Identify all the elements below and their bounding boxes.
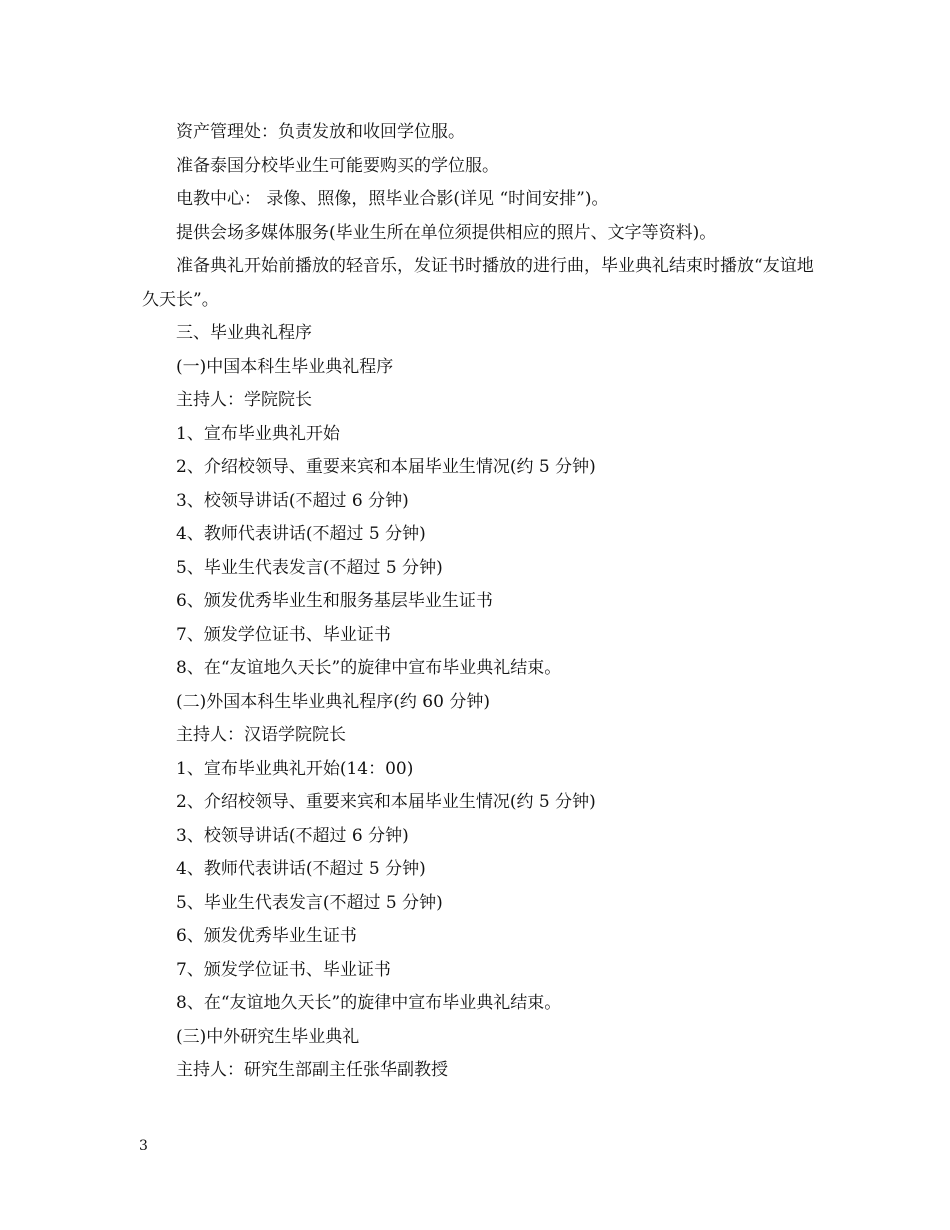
subsection-heading-graduate: (三)中外研究生毕业典礼 [176, 1026, 360, 1047]
list-item: 3、校领导讲话(不超过 6 分钟) [176, 490, 409, 511]
host-line: 主持人：学院院长 [176, 390, 312, 410]
list-item: 3、校领导讲话(不超过 6 分钟) [176, 825, 409, 846]
paragraph-thailand-gowns: 准备泰国分校毕业生可能要购买的学位服。 [176, 155, 499, 176]
paragraph-av-center: 电教中心： 录像、照像，照毕业合影(详见 “时间安排”)。 [176, 189, 609, 209]
list-item: 6、颁发优秀毕业生证书 [176, 926, 357, 946]
list-item: 5、毕业生代表发言(不超过 5 分钟) [176, 557, 443, 578]
list-item: 1、宣布毕业典礼开始 [176, 423, 340, 444]
list-item: 5、毕业生代表发言(不超过 5 分钟) [176, 892, 443, 913]
subsection-heading-foreign-undergrad: (二)外国本科生毕业典礼程序(约 60 分钟) [176, 691, 490, 712]
list-item: 1、宣布毕业典礼开始(14：00) [176, 758, 414, 779]
paragraph-multimedia-service: 提供会场多媒体服务(毕业生所在单位须提供相应的照片、文字等资料)。 [176, 222, 717, 243]
list-item: 4、教师代表讲话(不超过 5 分钟) [176, 859, 426, 879]
subsection-heading-chinese-undergrad: (一)中国本科生毕业典礼程序 [176, 356, 394, 377]
host-line: 主持人：研究生部副主任张华副教授 [176, 1060, 448, 1080]
paragraph-asset-management: 资产管理处：负责发放和收回学位服。 [176, 122, 465, 142]
list-item: 8、在“友谊地久天长”的旋律中宣布毕业典礼结束。 [176, 658, 562, 678]
list-item: 7、颁发学位证书、毕业证书 [176, 624, 391, 645]
list-item: 6、颁发优秀毕业生和服务基层毕业生证书 [176, 591, 493, 611]
document-body [142, 116, 822, 1088]
page-number: 3 [139, 1138, 148, 1154]
list-item: 2、介绍校领导、重要来宾和本届毕业生情况(约 5 分钟) [176, 792, 596, 812]
list-item: 8、在“友谊地久天长”的旋律中宣布毕业典礼结束。 [176, 993, 562, 1013]
section-heading-ceremony-program: 三、毕业典礼程序 [176, 323, 312, 343]
list-item: 2、介绍校领导、重要来宾和本届毕业生情况(约 5 分钟) [176, 457, 596, 477]
list-item: 4、教师代表讲话(不超过 5 分钟) [176, 524, 426, 544]
paragraph-music: 准备典礼开始前播放的轻音乐，发证书时播放的进行曲，毕业典礼结束时播放“友谊地久天长”。 [142, 256, 814, 310]
list-item: 7、颁发学位证书、毕业证书 [176, 959, 391, 980]
host-line: 主持人：汉语学院院长 [176, 725, 346, 745]
